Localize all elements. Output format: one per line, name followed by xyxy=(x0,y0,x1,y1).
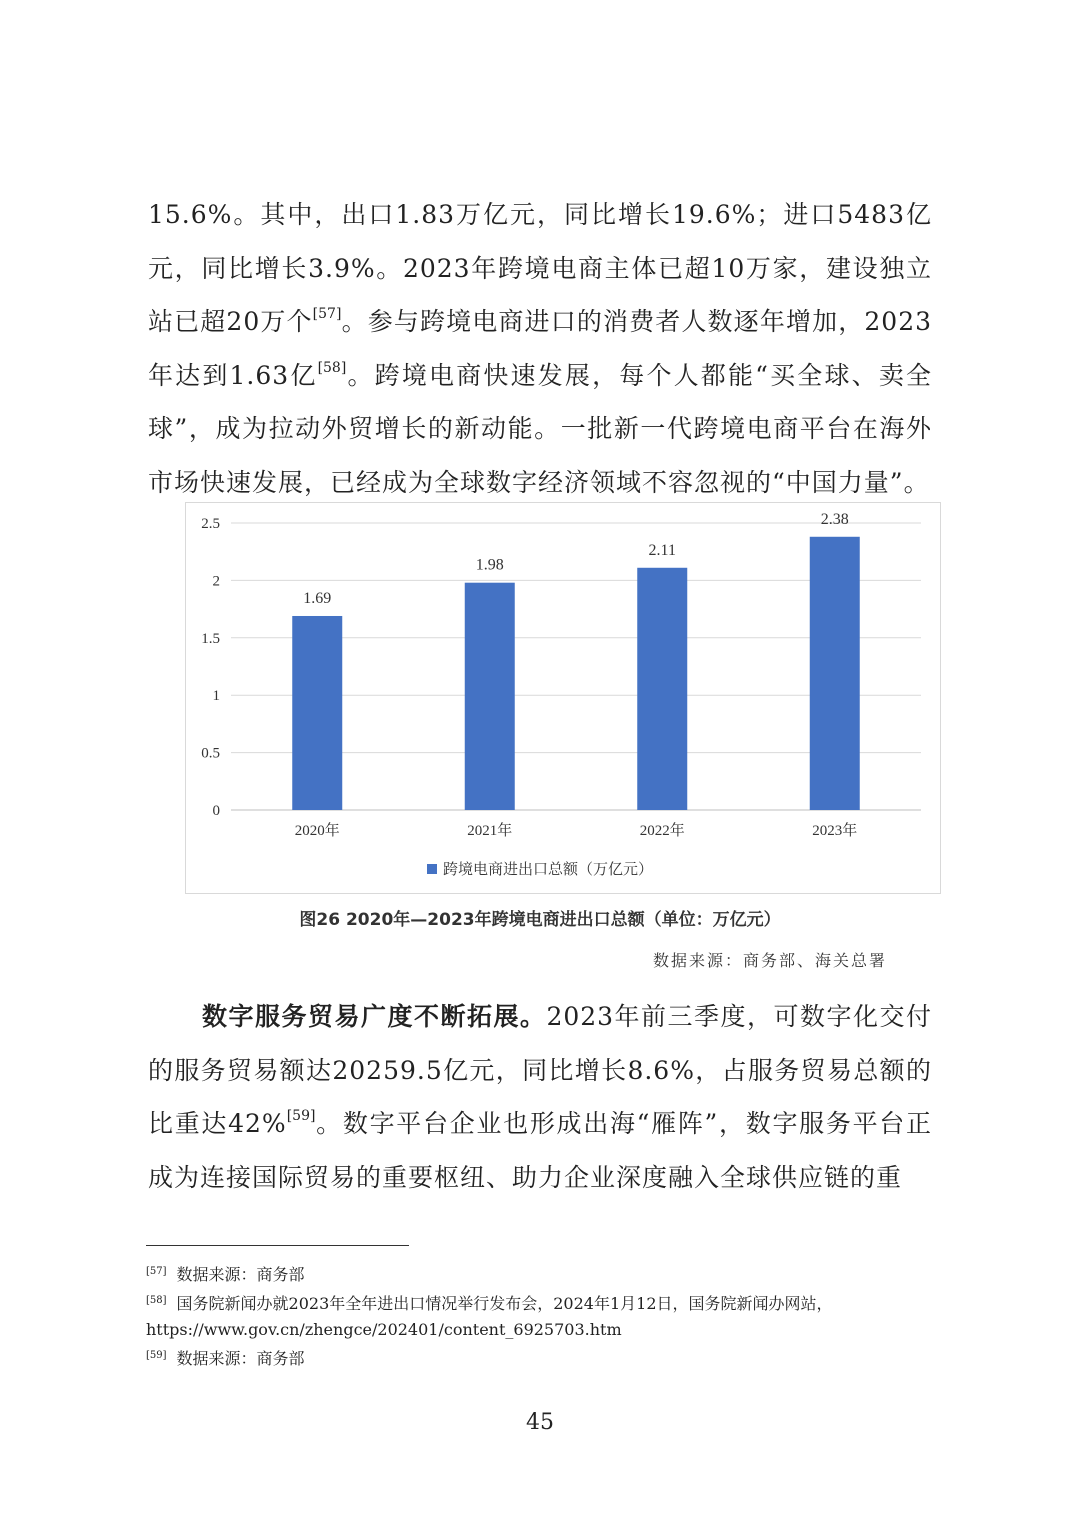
bar-value-label: 1.98 xyxy=(475,556,504,574)
para2-text-1: 2023年前三季度，可数字化交付的服务贸易额达20259.5亿元，同比增长8.6%，占服务贸易总额的比重达42% xyxy=(148,1002,932,1138)
y-tick-label: 1.5 xyxy=(201,630,220,647)
bar xyxy=(292,616,342,810)
footnote-text: 数据来源：商务部 xyxy=(176,1265,305,1284)
footnote-divider xyxy=(146,1245,409,1246)
legend-label: 跨境电商进出口总额（万亿元） xyxy=(442,860,653,878)
footnotes xyxy=(146,1259,936,1372)
bar-chart-canvas xyxy=(186,503,942,895)
para2-text-2: 。数字平台企业也形成出海“雁阵”，数字服务平台正成为连接国际贸易的重要枢纽、助力企业深度融入全球供应链的重 xyxy=(148,1109,932,1192)
y-tick-label: 2 xyxy=(212,573,220,590)
bar xyxy=(637,568,687,810)
footnote-ref-57[interactable]: [57] xyxy=(312,306,342,322)
legend-swatch xyxy=(427,864,437,874)
y-tick-label: 0.5 xyxy=(201,745,220,762)
body-paragraph-1 xyxy=(148,188,932,509)
footnote-58 xyxy=(146,1288,936,1343)
footnote-text[interactable]: 国务院新闻办就2023年全年进出口情况举行发布会，2024年1月12日，国务院新闻办网站，https://www.gov.cn/zhengce/202401/content_6925703.htm xyxy=(146,1294,833,1339)
footnote-59 xyxy=(146,1343,936,1372)
para2-lead: 数字服务贸易广度不断拓展。 xyxy=(202,1002,547,1031)
x-tick-label: 2023年 xyxy=(812,823,858,839)
para1-text-3: 。跨境电商快速发展，每个人都能“买全球、卖全球”，成为拉动外贸增长的新动能。一批新一代跨境电商平台在海外市场快速发展，已经成为全球数字经济领域不容忽视的“中国力量”。 xyxy=(148,360,932,497)
footnote-mark: [57] xyxy=(146,1266,167,1277)
y-tick-label: 2.5 xyxy=(201,516,220,532)
bar-chart xyxy=(185,502,941,894)
body-paragraph-2 xyxy=(148,990,932,1204)
y-tick-label: 0 xyxy=(212,803,220,819)
para1-text-2: 。参与跨境电商进口的消费者人数逐年增加，2023年达到1.63亿 xyxy=(148,307,933,390)
footnote-mark: [59] xyxy=(146,1350,167,1361)
footnote-ref-59[interactable]: [59] xyxy=(286,1108,316,1124)
figure-source: 数据来源：商务部、海关总署 xyxy=(652,951,887,970)
footnote-ref-58[interactable]: [58] xyxy=(317,359,347,376)
x-tick-label: 2021年 xyxy=(467,823,513,839)
bar xyxy=(465,583,515,810)
footnote-text: 数据来源：商务部 xyxy=(176,1349,305,1368)
bar-value-label: 2.38 xyxy=(820,510,849,528)
page-number: 45 xyxy=(526,1410,554,1435)
bar-value-label: 1.69 xyxy=(303,589,332,607)
x-tick-label: 2020年 xyxy=(294,823,340,839)
footnote-57 xyxy=(146,1259,936,1288)
chart-legend xyxy=(0,858,1080,879)
x-tick-label: 2022年 xyxy=(639,823,685,839)
bar xyxy=(810,537,860,810)
figure-caption: 图26 2020年—2023年跨境电商进出口总额（单位：万亿元） xyxy=(299,910,781,930)
bar-value-label: 2.11 xyxy=(648,541,676,559)
y-tick-label: 1 xyxy=(212,688,220,705)
para1-text-1: 15.6%。其中，出口1.83万亿元，同比增长19.6%；进口5483亿元，同比增长3.9%。2023年跨境电商主体已超10万家，建设独立站已超20万个 xyxy=(148,200,932,336)
footnote-mark: [58] xyxy=(146,1295,167,1306)
